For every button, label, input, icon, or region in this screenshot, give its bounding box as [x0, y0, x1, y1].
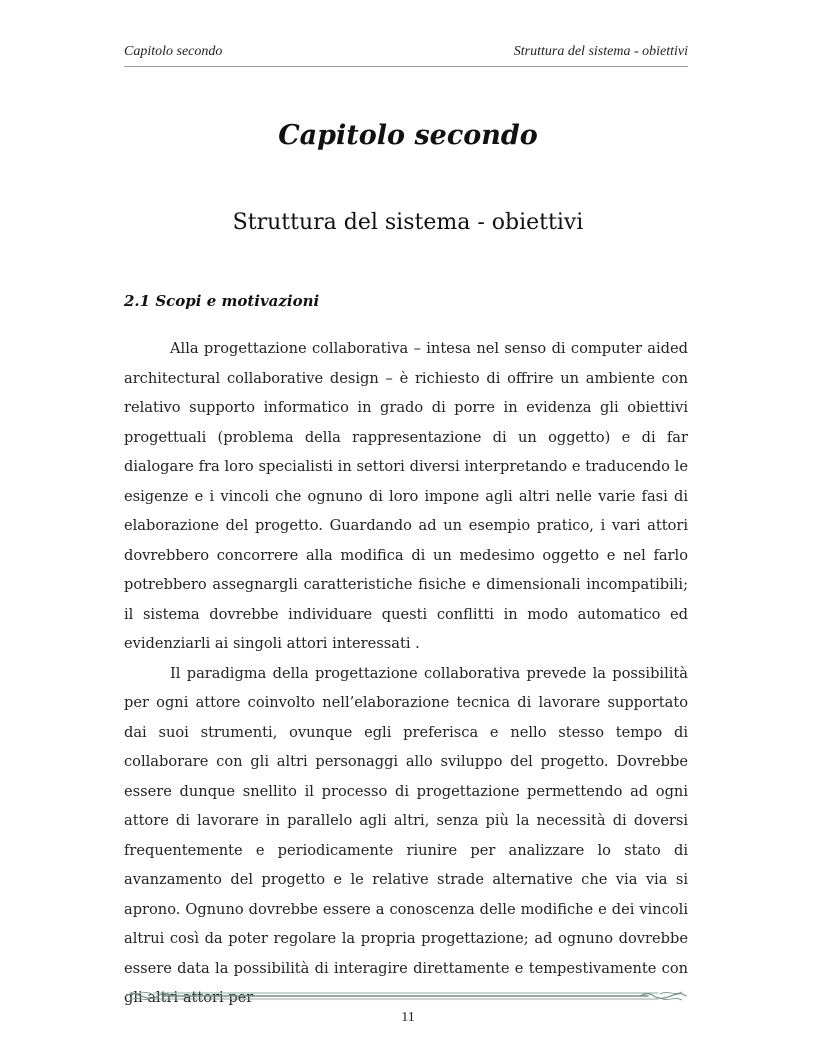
header-chapter-label: Capitolo secondo [124, 44, 223, 59]
header-divider [124, 66, 688, 67]
chapter-title: Capitolo secondo [278, 120, 538, 151]
body-text [124, 334, 688, 1013]
paragraph: Alla progettazione collaborativa – intesa nel senso di computer aided architectural collaborative design – è richiesto di offrire un ambiente con relativo supporto informatico in grado di porre in evidenza gli obiettivi progettuali (problema della rappresentazione di un oggetto) e di far dialogare fra loro specialisti in settori diversi interpretando e traducendo le esigenze e i vincoli che ognuno di loro impone agli altri nelle varie fasi di elaborazione del progetto. Guardando ad un esempio pratico, i vari attori dovrebbero concorrere alla modifica di un medesimo oggetto e nel farlo potrebbero assegnargli caratteristiche fisiche e dimensionali incompatibili; il sistema dovrebbe individuare questi conflitti in modo automatico ed evidenziarli ai singoli attori interessati . [124, 340, 688, 652]
decorative-flourish-icon [124, 986, 688, 1006]
header-section-label: Struttura del sistema - obiettivi [513, 44, 688, 59]
page-number: 11 [401, 1010, 415, 1025]
section-heading: 2.1 Scopi e motivazioni [124, 292, 320, 310]
paragraph: Il paradigma della progettazione collaborativa prevede la possibilità per ogni attore coinvolto nell’elaborazione tecnica di lavorare supportato dai suoi strumenti, ovunque egli preferisca e nello stesso tempo di collaborare con gli altri personaggi allo sviluppo del progetto. Dovrebbe essere dunque snellito il processo di progettazione permettendo ad ogni attore di lavorare in parallelo agli altri, senza più la necessità di doversi frequentemente e periodicamente riunire per analizzare lo stato di avanzamento del progetto e le relative strade alternative che via via si aprono. Ognuno dovrebbe essere a conoscenza delle modifiche e dei vincoli altrui così da poter regolare la propria progettazione; ad ognuno dovrebbe essere data la possibilità di interagire direttamente e tempestivamente con gli altri attori per [124, 664, 688, 1006]
chapter-subtitle: Struttura del sistema - obiettivi [232, 210, 584, 235]
